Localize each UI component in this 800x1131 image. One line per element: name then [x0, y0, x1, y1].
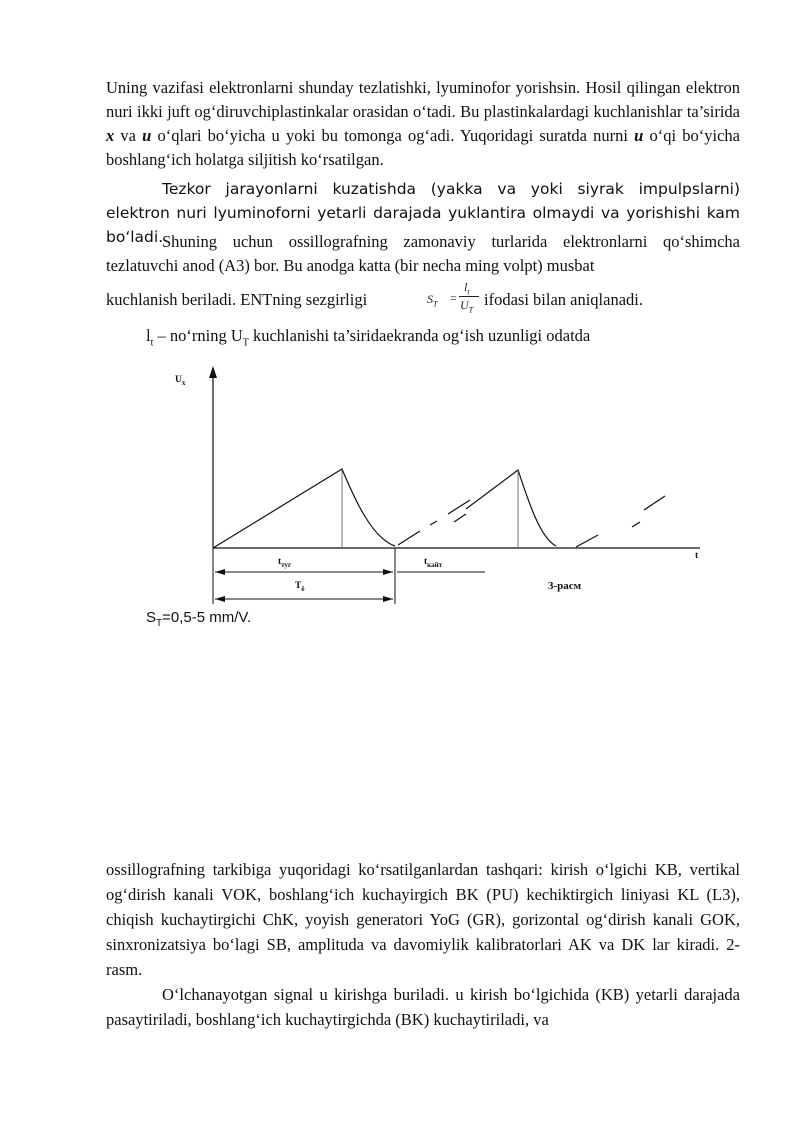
figure-caption: 3-расм — [548, 580, 582, 592]
paragraph-deflection-length: $l_t$ – no‘rning $U_T$ kuchlanishi ta’siridaekranda og‘ish uzunligi odatda — [146, 326, 591, 349]
t-tug-arrow-right — [383, 569, 393, 575]
u-axis-var: u — [142, 126, 152, 145]
T-arrow-left — [215, 596, 225, 602]
sawtooth-wave-2 — [466, 470, 556, 546]
paragraph-extra-anode: Shuning uchun ossillografning zamonaviy turlarida elektronlarni qo‘shimcha tezlatuvchi anod (A3) bor. Bu anodga katta (bir necha ming volpt) musbat — [106, 232, 740, 275]
sensitivity-text-a: kuchlanish beriladi. ENTning sezgirligi — [106, 290, 368, 309]
dashed-ramp-a — [398, 531, 420, 545]
dashed-ramp-g — [644, 496, 665, 510]
u-axis-var-2: u — [634, 126, 644, 145]
T-arrow-right — [383, 596, 393, 602]
formula-denominator: $U_T$ — [460, 298, 474, 315]
y-axis-label: $U_x$ — [175, 375, 186, 387]
p1-text-c: o‘qlari bo‘yicha u yoki bu tomonga og‘adi. Yuqoridagi suratda nurni — [151, 126, 635, 145]
sawtooth-wave-1 — [213, 469, 395, 548]
x-axis-label: t — [695, 551, 699, 561]
dashed-ramp-d — [454, 514, 466, 522]
dashed-ramp-b — [430, 521, 437, 525]
p1-text-a: Uning vazifasi elektronlarni shunday tezlatishki, lyuminofor yorishsin. Hosil qilingan elektron nuri ikki juft og‘diruvchiplastinkalar orasidan o‘tadi. Bu plastinkalardagi kuchlanishlar ta’sirida — [106, 78, 740, 121]
y-axis-arrow — [209, 366, 217, 378]
t-tug-label: $t_{туг}$ — [278, 557, 292, 569]
formula-equals: = — [450, 291, 457, 305]
paragraph-composition: ossillografning tarkibiga yuqoridagi ko‘rsatilganlardan tashqari: kirish o‘lgichi KB, vertikal og‘dirish kanali VOK, boshlang‘ich kuchayirgich BK (PU) kechiktirgich liniyasi KL (L3), chiqish kuchaytirgichi ChK, yoyish generatori YoG (GR), gorizontal og‘dirish kanali GOK, sinxronizatsiya bo‘lagi SB, amplituda va davomiylik kalibratorlari AK va DK lar kiradi. 2-rasm. — [106, 860, 740, 979]
p1-text-b: va — [114, 126, 143, 145]
dashed-ramp-e — [576, 535, 598, 547]
paragraph-fast-processes: Tezkor jarayonlarni kuzatishda (yakka va yoki siyrak impulpslarni) elektron nuri lyuminoforni yetarli darajada yuklantira olmaydi va yorishishi kam bo‘ladi. — [106, 180, 740, 246]
formula-lhs: $S_T$ — [427, 292, 438, 309]
p1-text-d: o‘qi bo‘yicha boshlang‘ich holatga siljitish ko‘rsatilgan. — [106, 126, 740, 169]
dashed-ramp-f — [632, 522, 640, 527]
T-label: $T_ё$ — [295, 581, 305, 593]
sensitivity-range: $S_T=0,5-5$ mm/V. — [146, 609, 252, 629]
dashed-ramp-c — [448, 500, 470, 514]
t-kait-label: $t_{кайт}$ — [424, 557, 443, 569]
x-axis-var: x — [106, 126, 115, 145]
sensitivity-text-b: ifodasi bilan aniqlanadi. — [484, 290, 643, 309]
t-tug-arrow-left — [215, 569, 225, 575]
paragraph-signal-path: O‘lchanayotgan signal u kirishga buriladi. u kirish bo‘lgichida (KB) yetarli darajada pasaytiriladi, boshlang‘ich kuchaytirgichda (BK) kuchaytiriladi, va — [106, 985, 740, 1029]
formula-numerator: $l_t$ — [464, 280, 470, 297]
